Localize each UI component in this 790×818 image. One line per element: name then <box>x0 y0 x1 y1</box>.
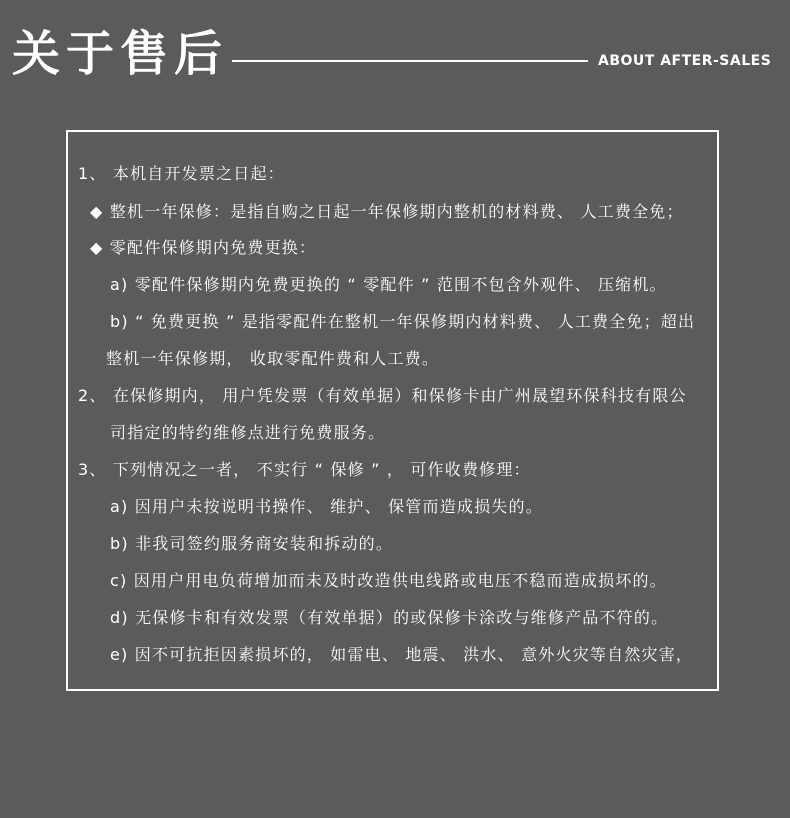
term-line-9: 3、 下列情况之一者， 不实行 “ 保修 ” ， 可作收费修理： <box>78 460 531 479</box>
term-line-3: ◆ 零配件保修期内免费更换： <box>90 238 317 257</box>
term-line-1: 1、 本机自开发票之日起： <box>78 164 285 183</box>
page-subtitle: ABOUT AFTER-SALES <box>598 53 772 69</box>
title-divider-line <box>232 60 588 62</box>
term-line-4: a) 零配件保修期内免费更换的 “ 零配件 ” 范围不包含外观件、 压缩机。 <box>110 275 667 294</box>
term-line-11: b) 非我司签约服务商安装和拆动的。 <box>110 534 394 553</box>
term-line-13: d) 无保修卡和有效发票（有效单据）的或保修卡涂改与维修产品不符的。 <box>110 608 669 627</box>
term-line-12: c) 因用户用电负荷增加而未及时改造供电线路或电压不稳而造成损坏的。 <box>110 571 667 590</box>
term-line-8: 司指定的特约维修点进行免费服务。 <box>110 423 386 442</box>
term-line-6: 整机一年保修期， 收取零配件费和人工费。 <box>106 349 440 368</box>
term-line-10: a) 因用户未按说明书操作、 维护、 保管而造成损失的。 <box>110 497 543 516</box>
page-title: 关于售后 <box>12 26 229 82</box>
term-line-5: b) “ 免费更换 ” 是指零配件在整机一年保修期内材料费、 人工费全免；超出 <box>110 312 696 331</box>
term-line-14: e) 因不可抗拒因素损坏的， 如雷电、 地震、 洪水、 意外火灾等自然灾害， <box>110 645 694 664</box>
warranty-terms-box <box>66 130 719 691</box>
term-line-2: ◆ 整机一年保修：是指自购之日起一年保修期内整机的材料费、 人工费全免； <box>90 202 684 221</box>
term-line-7: 2、 在保修期内， 用户凭发票（有效单据）和保修卡由广州晟望环保科技有限公 <box>78 386 687 405</box>
